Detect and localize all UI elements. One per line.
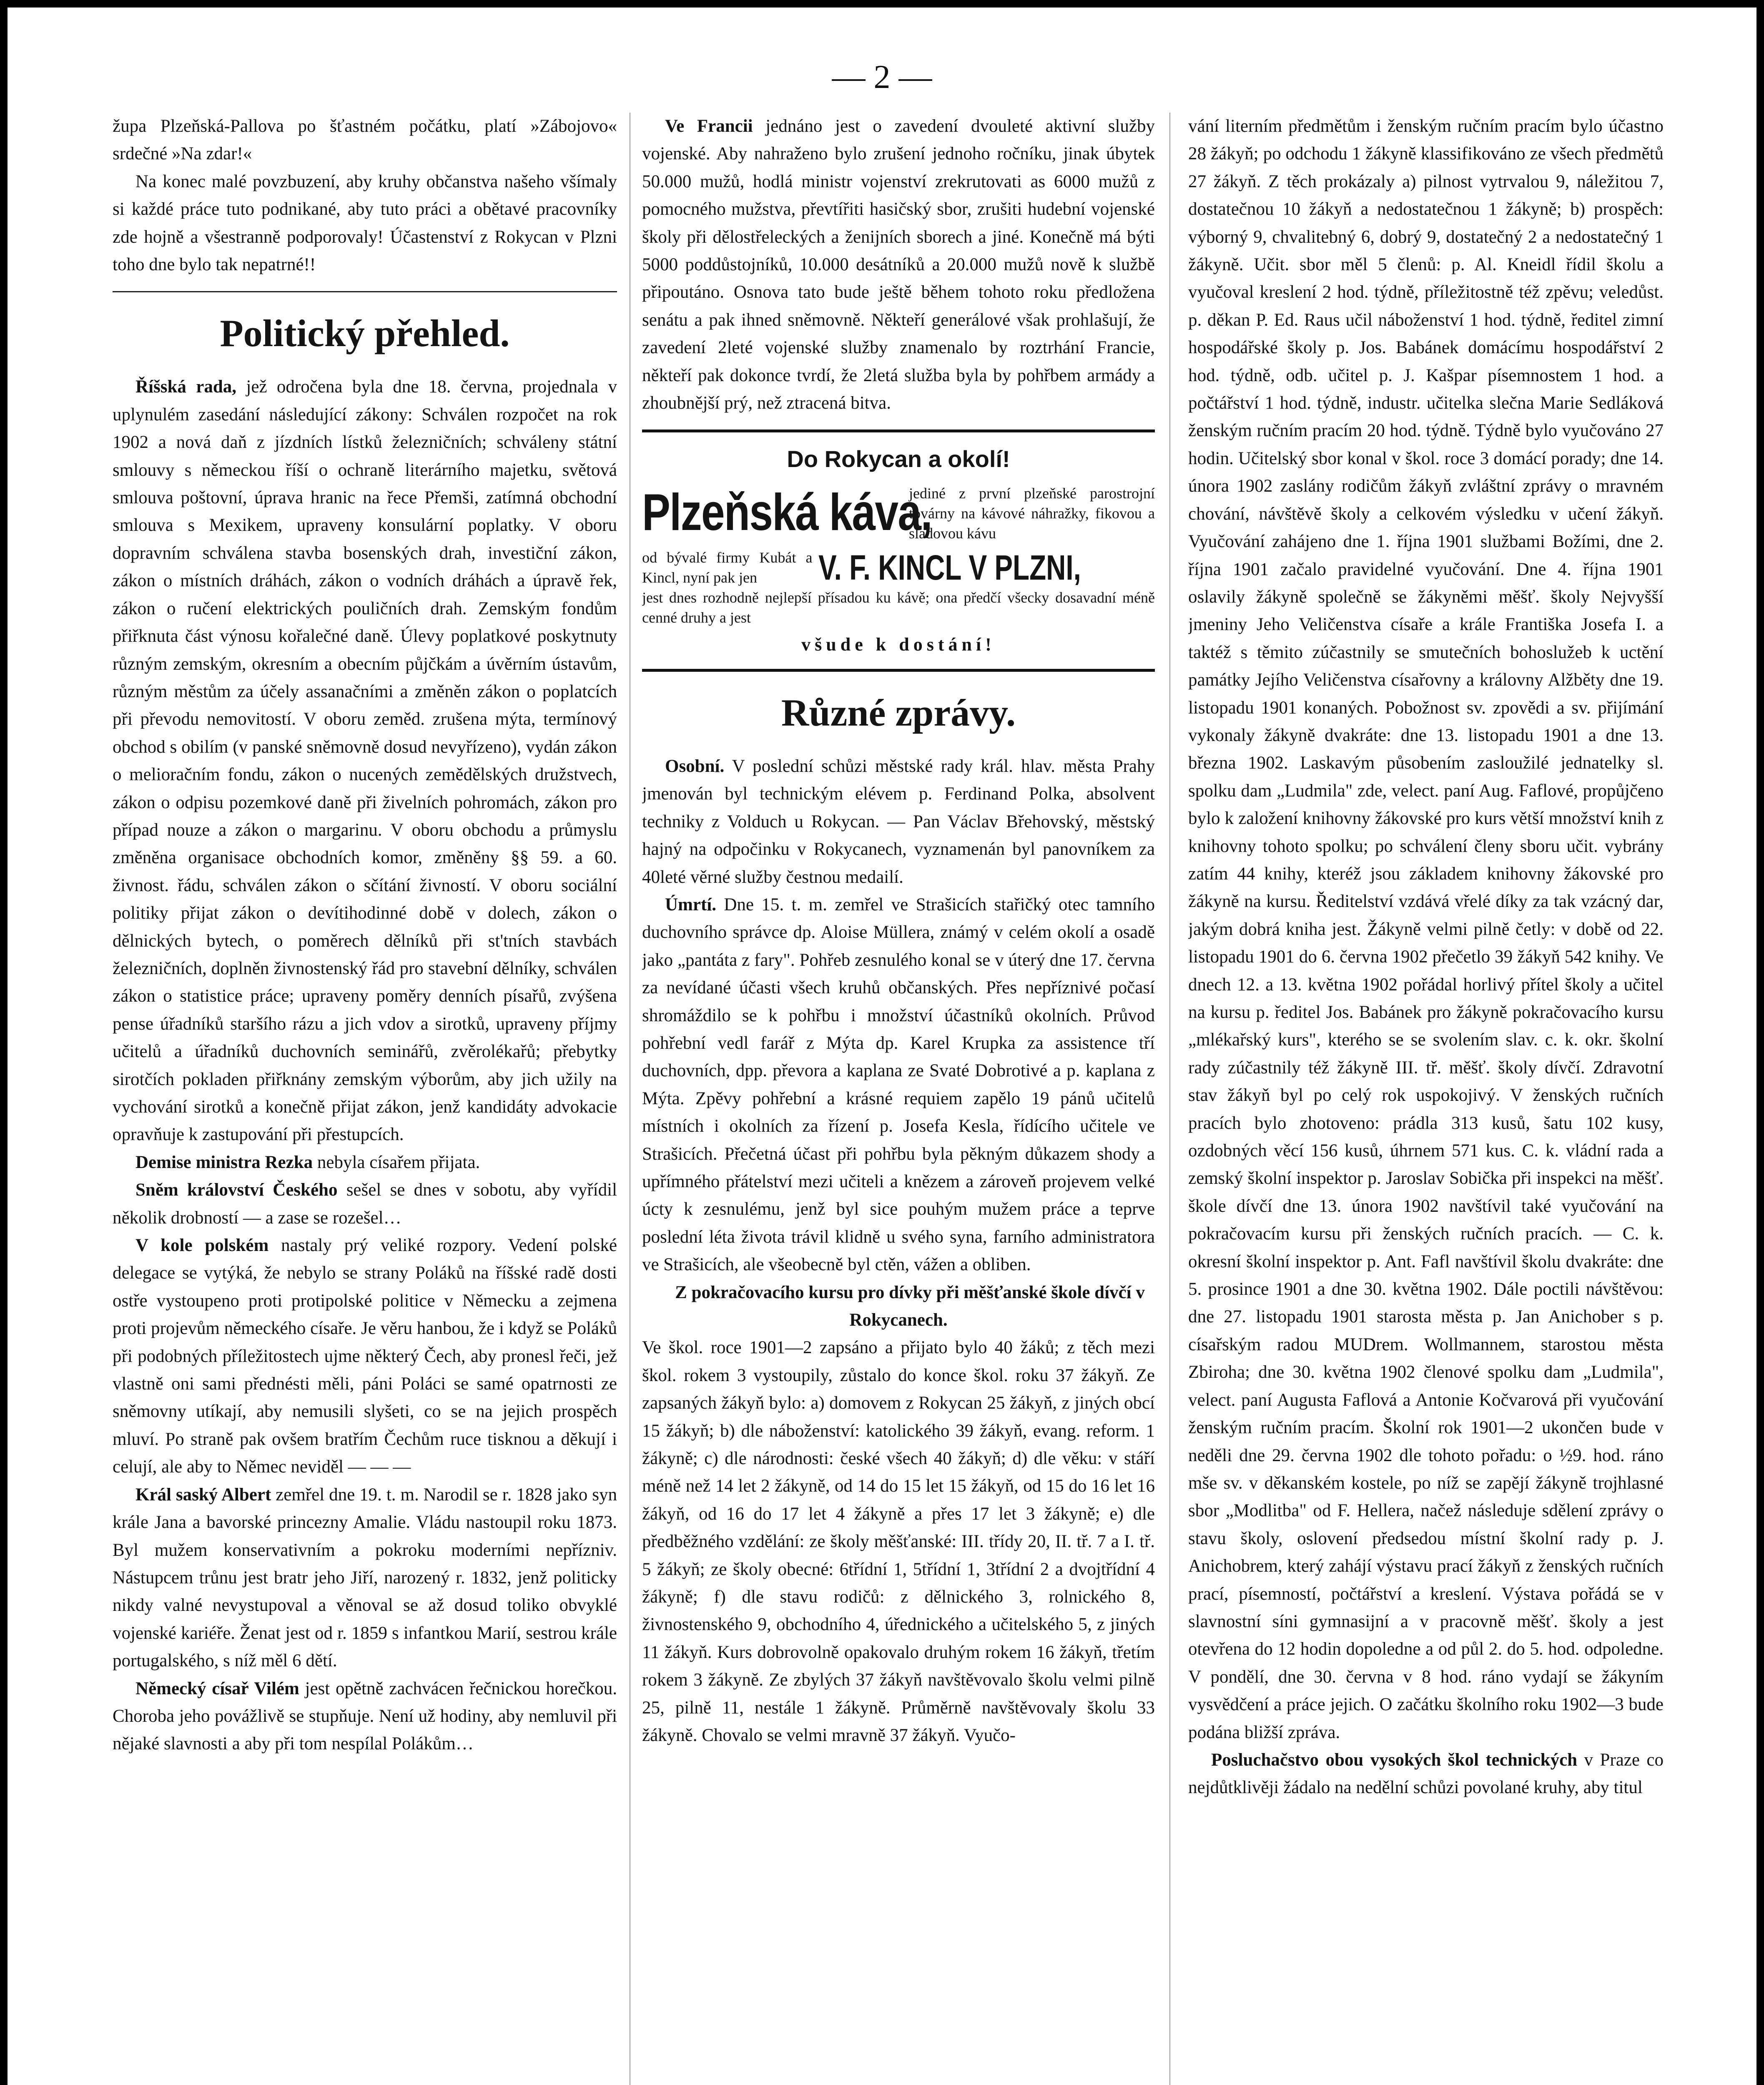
- news-item: [113, 1232, 617, 1481]
- advertisement-coffee: [642, 430, 1155, 671]
- news-item: [642, 891, 1155, 1279]
- news-text: nebyla císařem přijata.: [313, 1152, 480, 1172]
- news-lead: Osobní.: [665, 756, 725, 776]
- news-text: jež odročena byla dne 18. června, projednala v uplynulém zasedání následující zákony: Schválen rozpočet na rok 1902 a nová daň z jízdních lístků železničních; schváleny státní smlouvy s německou říší o ochraně literárního majetku, světová smlouva poštovní, úprava hranic na řece Přemši, zatímná obchodní smlouva s Mexikem, upraveny konsulární poplatky. V oboru dopravním schválena stavba bosenských drah, investiční zákon, zákon o místních dráhách, zákon o vodních dráhách a úpravě řek, zákon o ručení elektrických pouličních drah. Zemským fondům přiřknuta část výnosu kořalečné daně. Úlevy poplatkové poskytnuty různým zemským, okresním a obecním půjčkám a úvěrním ústavům, různým městům za účely assanačními a změněn zákon o poplatcích při převodu nemovitostí. V oboru zeměd. zrušena mýta, termínový obchod s obilím (v panské sněmovně dosud nevyřízeno), vydán zákon o melioračním fondu, zákon o nucených zemědělských družstvech, zákon o odpisu pozemkové daně při živelních pohromách, zákon pro případ nouze a zákon o margarinu. V oboru obchodu a průmyslu změněna organisace obchodních komor, změněny §§ 59. a 60. živnost. řádu, schválen zákon o sčítání živností. V oboru sociální politiky přijat zákon o devítihodinné době v dolech, zákon o dělnických bytech, o poměrech dělníků při st'tních stavbách železničních, doplněn živnostenský řád pro stavební dělníky, schválen zákon o statistice práce; upraveny poměry denních písařů, zvýšena pense úřadníků staršího rázu a jich vdov a sirotků, upraveny příjmy učitelů a úřadníků duchovních seminářů, zvěrolékařů; přebytky sirotčích pokladen přiřknány zemským výborům, aby jich užily na vychování sirotků a konečně přijat zákon, jenž kandidáty advokacie opravňuje k zastupování při přestupcích.: [113, 377, 617, 1145]
- news-text: V poslední schůzi městské rady král. hlav. města Prahy jmenován byl technickým elévem p. Ferdinand Polka, absolvent techniky z Volduch u Rokycan. — Pan Václav Břehovský, městský hajný na odpočinku v Rokycanech, vyznamenán byl panovníkem za 40leté věrné služby čestnou medailí.: [642, 756, 1155, 887]
- news-item: [113, 373, 617, 1148]
- article-heading: Z pokračovacího kursu pro dívky při měšťanské škole dívčí v Rokycanech.: [675, 1282, 1145, 1330]
- news-lead: Německý císař Vilém: [135, 1678, 299, 1698]
- news-item: [113, 1176, 617, 1232]
- ad-firm-name: V. F. KINCL V PLZNI,: [818, 548, 1081, 588]
- news-lead: Demise ministra Rezka: [135, 1152, 313, 1172]
- news-item: [642, 113, 1155, 417]
- news-lead: Posluchačstvo obou vysokých škol technických: [1211, 1750, 1578, 1770]
- ad-text: jest dnes rozhodně nejlepší přísadou ku kávě; ona předčí všecky dosavadní méně cenné druhy a jest: [642, 589, 1155, 626]
- news-lead: Říšská rada,: [135, 377, 237, 397]
- news-text: v Praze co nejdůtklivěji žádalo na nedělní schůzi povolané kruhy, aby titul: [1188, 1750, 1664, 1798]
- news-item: [113, 1481, 617, 1675]
- column-middle: [642, 113, 1155, 2085]
- news-lead: V kole polském: [135, 1236, 269, 1256]
- news-text: nastaly prý veliké rozpory. Vedení polské delegace se vytýká, že nebylo se strany Poláků na říšské radě dosti ostře vystoupeno proti protipolské politice v Německu a zejmena proti projevům německého císaře. Je věru hanbou, že i když se Poláků při podobných příležitostech ujme některý Čech, aby pronesl řeči, jež vlastně oni sami přednésti měli, páni Poláci se samé opatrnosti ze sněmovny utíkají, aby nemusili slyšeti, co se na jejich prospěch mluví. Po straně pak ovšem bratřím Čechům ruce tisknou a děkují i celují, ale aby to Němec neviděl — — —: [113, 1236, 617, 1477]
- news-text: jest opětně zachvácen řečnickou horečkou. Choroba jeho povážlivě se stupňuje. Není už hodiny, aby nemluvil při nějaké slavnosti a aby při tom nespílal Polákům…: [113, 1678, 617, 1754]
- news-text: sešel se dnes v sobotu, aby vyřídil několik drobností — a zase se rozešel…: [113, 1180, 617, 1228]
- section-heading-ruzne-zpravy: Různé zprávy.: [781, 691, 1016, 734]
- news-lead: Úmrtí.: [665, 894, 716, 914]
- news-lead: Ve Francii: [665, 116, 753, 136]
- news-lead: Sněm království Českého: [135, 1180, 338, 1200]
- news-text: zemřel dne 19. t. m. Narodil se r. 1828 jako syn krále Jana a bavorské princezny Amalie. Vládu nastoupil roku 1873. Byl mužem konservativním a pokroku moderními nepřízniv. Nástupcem trůnu jest bratr jeho Jiří, narozený r. 1832, jenž politicky nikdy valné nevystupoval a věnoval se až dosud toliko obvyklé vojenské kariéře. Ženat jest od r. 1859 s infantkou Marií, sestrou krále portugalského, s níž měl 6 dětí.: [113, 1485, 617, 1671]
- section-heading-politicky-prehled: Politický přehled.: [220, 312, 510, 355]
- news-item: [113, 1149, 617, 1176]
- article-text: Ve škol. roce 1901—2 zapsáno a přijato bylo 40 žáků; z těch mezi škol. rokem 3 vystoupily, zůstalo do konce škol. roku 37 žákyň. Ze zapsaných žákyň bylo: a) domovem z Rokycan 25 žákyň, z jiných obcí 15 žákyň; b) dle náboženství: katolického 39 žákyň, evang. reform. 1 žákyně; c) dle národnosti: české všech 40 žákyň; d) dle věku: v stáří méně než 14 let 2 žákyně, od 14 do 15 let 15 žákyň, od 15 do 16 let 16 žákyň, od 16 do 17 let 4 žákyně a přes 17 let 3 žákyně; e) dle předběžného vzdělání: ze školy měšťanské: III. třídy 20, II. tř. 7 a I. tř. 5 žákyň; ze školy obecné: 6třídní 1, 5třídní 1, 3třídní 2 a dvojtřídní 4 žákyně; f) dle stavu rodičů: z dělnického 3, rolnického 8, živnostenského 9, obchodního 4, úřednického a učitelského 5, z jiných 11 žákyň. Kurs dobrovolně opakovalo druhým rokem 16 žákyň, třetím rokem 3 žákyně. Ze zbylých 37 žákyň navštěvovalo školu velmi pilně 25, pilně 11, nestále 1 žákyně. Průměrně navštěvovaly školu 33 žákyně. Chovalo se velmi mravně 37 žákyň. Vyučo-: [642, 1338, 1155, 1746]
- news-lead: Král saský Albert: [135, 1485, 271, 1505]
- article-text: vání literním předmětům i ženským ručním pracím bylo účastno 28 žákyň; po odchodu 1 žákyně klassifikováno ze všech předmětů 27 žákyň. Z těch prokázaly a) pilnost vytrvalou 9, náležitou 7, dostatečnou 10 žákyň a nedostatečnou 1 žákyně; b) prospěch: výborný 9, chvalitebný 6, dobrý 9, dostatečný 2 a nedostatečný 1 žákyně. Učit. sbor měl 5 členů: p. Al. Kneidl řídil školu a vyučoval kreslení 2 hod. týdně, příležitostně též zpěvu; veledůst. p. děkan P. Ed. Raus učil náboženství 1 hod. týdně, ředitel zimní hospodářské školy p. Jos. Babánek domácímu hospodářství 2 hod. týdně, odb. učitel p. J. Kašpar písemnostem 1 hod. a počtářství 1 hod. týdně, industr. učitelka slečna Marie Sedláková ženským ručním pracím 20 hod. týdně. Týdně bylo vyučováno 27 hodin. Učitelský sbor konal v škol. roce 3 domácí porady; dne 14. února 1902 zaslány rodičům žákyň zvláštní zprávy o mravném chování, návštěvě školy a celkovém výsledku v učení žákyň. Vyučování zahájeno dne 1. října 1901 službami Božími, dne 2. října 1901 začalo pravidelné vyučování. Dne 4. října 1901 oslavily žákyně společně se žákyněmi měšť. školy Nejvyšší jmeniny Jeho Veličenstva císaře a krále Františka Josefa I. a taktéž s těmito zúčastnily se smutečních bohoslužeb k uctění památky Jejího Veličenstva císařovny a královny Alžběty dne 19. listopadu 1901 konaných. Pobožnost sv. zpovědi a sv. přijímání vykonaly žákyně dvakráte: dne 13. listopadu 1901 a dne 13. března 1902. Laskavým působením zasloužilé jednatelky sl. spolku dam „Ludmila" zde, velect. paní Aug. Faflové, propůjčeno bylo k založení knihovny žákovské pro kurs větší množství knih z knihovny tohoto spolku; po schválení členy sboru učit. vybrány zatím 44 knihy, kteréž jsou základem knihovny žákovské pro žákyně na kursu. Ředitelství vzdává vřelé díky za tak vzácný dar, jakým dobrá kniha jest. Žákyně velmi pilně četly: v době od 22. listopadu 1901 do 6. června 1902 přečetlo 39 žákyň 542 knihy. Ve dnech 12. a 13. května 1902 pořádal horlivý přítel školy a učitel na kursu p. ředitel Jos. Babánek pro žákyně pokračovacího kursu „mlékařský kurs", kterého se se svolením slav. c. k. okr. školní rady zúčastnily též žákyně III. tř. měšť. školy dívčí. Zdravotní stav žákyň byl po celý rok uspokojivý. V ženských ručních pracích bylo zhotoveno: prádla 313 kusů, šatu 102 kusy, ozdobných věcí 156 kusů, úhrnem 571 kus. C. k. vládní rada a zemský školní inspektor p. Jaroslav Sobička při inspekci na měšť. škole dívčí dne 13. února 1902 navštívil také vyučování na pokračovacím kursu při ženských ručních pracích. — C. k. okresní školní inspektor p. Ant. Fafl navštívil školu dvakráte: dne 5. prosince 1901 a dne 30. května 1902. Dále poctili návštěvou: dne 27. listopadu 1901 starosta města p. Jan Anichober s p. císařským radou MUDrem. Wollmannem, starostou města Zbiroha; dne 30. května 1902 členové spolku dam „Ludmila", velect. paní Augusta Faflová a Antonie Kočvarová při vyučování ženským ručním pracím. Školní rok 1901—2 ukončen bude v neděli dne 29. června 1902 dle tohoto pořadu: o ½9. hod. ráno mše sv. v děkanském kostele, po níž se zapějí žákyně trojhlasné sbor „Modlitba" od F. Hellera, načež následuje sdělení zprávy o stavu školy, oslovení předsedou místní školní rady p. J. Anichobrem, který zahájí výstavu prací žákyň z ženských ručních prací, písemností, počtářství a kreslení. Výstava pořádá se v slavnostní síni gymnasijní a v pracovně měšť. školy a jest otevřena do 12 hodin dopoledne a od půl 2. do 5. hod. odpoledne. V pondělí, dne 30. června v 8 hod. ráno vydají se žákyním vysvědčení a práce jejich. O začátku školního roku 1902—3 bude podána bližší zpráva.: [1188, 116, 1664, 1742]
- article-text: župa Plzeňská-Pallova po šťastném počátku, platí »Zábojovo« srdečné »Na zdar!«: [113, 116, 617, 164]
- ad-footer: všude k dostání!: [801, 634, 996, 655]
- ad-text: jediné z první plzeňské parostrojní továrny na kávové náhražky, fikovou a sladovou kávu: [909, 485, 1155, 542]
- ad-text: od bývalé firmy Kubát a Kincl, nyní pak jen: [642, 549, 813, 586]
- column-right: [1188, 113, 1664, 2085]
- news-item: [113, 1675, 617, 1758]
- ad-brand: Plzeňská káva,: [642, 484, 932, 542]
- article-text: Na konec malé povzbuzení, aby kruhy občanstva našeho všímaly si každé práce tuto podnikané, aby tuto práci a obětavé pracovníky zde hojně a všestranně podporovaly! Účastenství z Rokycan v Plzni toho dne bylo tak nepatrné!!: [113, 171, 617, 275]
- divider: [113, 291, 617, 292]
- column-divider: [1169, 113, 1170, 2085]
- news-item: [1188, 1746, 1664, 1802]
- ad-heading: Do Rokycan a okolí!: [787, 446, 1010, 472]
- news-text: Dne 15. t. m. zemřel ve Strašicích stařičký otec tamního duchovního správce dp. Aloise Müllera, známý v celém okolí a osadě jako „pantáta z fary". Pohřeb zesnulého konal se v úterý dne 17. června za nevídané účasti všech kruhů občanských. Přes nepříznivé počasí shromáždilo se k pohřbu i množství účastníků okolních. Průvod pohřební vedl farář z Mýta dp. Karel Krupka za assistence tří duchovních, dpp. převora a kaplana ze Svaté Dobrotivé a p. kaplana z Mýta. Zpěvy pohřební a krásné requiem zapělo 19 pánů učitelů místních i okolních za řízení p. Josefa Kesla, řídícího učitele ve Strašicích. Přečetná účast při pohřbu byla pěkným důkazem shody a upřímného přátelství mezi učiteli a knězem a zároveň projevem velké úcty k zesnulému, jenž byl sice pouhým mužem práce a teprve poslední léta života trávil klidně u svého syna, farního administratora ve Strašicích, ale všeobecně byl ctěn, vážen a obliben.: [642, 894, 1155, 1275]
- news-item: [642, 753, 1155, 891]
- page-number: — 2 —: [832, 59, 932, 95]
- column-left: [113, 113, 617, 2085]
- news-text: jednáno jest o zavedení dvouleté aktivní služby vojenské. Aby nahraženo bylo zrušení jednoho ročníku, jinak úbytek 50.000 mužů, hodlá ministr vojenství zrekrutovati as 6000 mužů z pomocného mužstva, převtířiti hasičský sbor, zrušiti hudební vojenské školy při dělostřeleckých a ženijních sborech a jiné. Konečně má býti 5000 poddůstojníků, 10.000 desátníků a 20.000 mužů nově k službě připoutáno. Osnova tato bude ještě během tohoto roku předložena senátu a pak ihned sněmovně. Někteří generálové však prohlašují, že zavedení 2leté vojenské služby znamenalo by roztrhání Francie, někteří pak dokonce tvrdí, že 2letá služba byla by pohřbem armády a zhoubnější prý, než ztracená bitva.: [642, 116, 1155, 413]
